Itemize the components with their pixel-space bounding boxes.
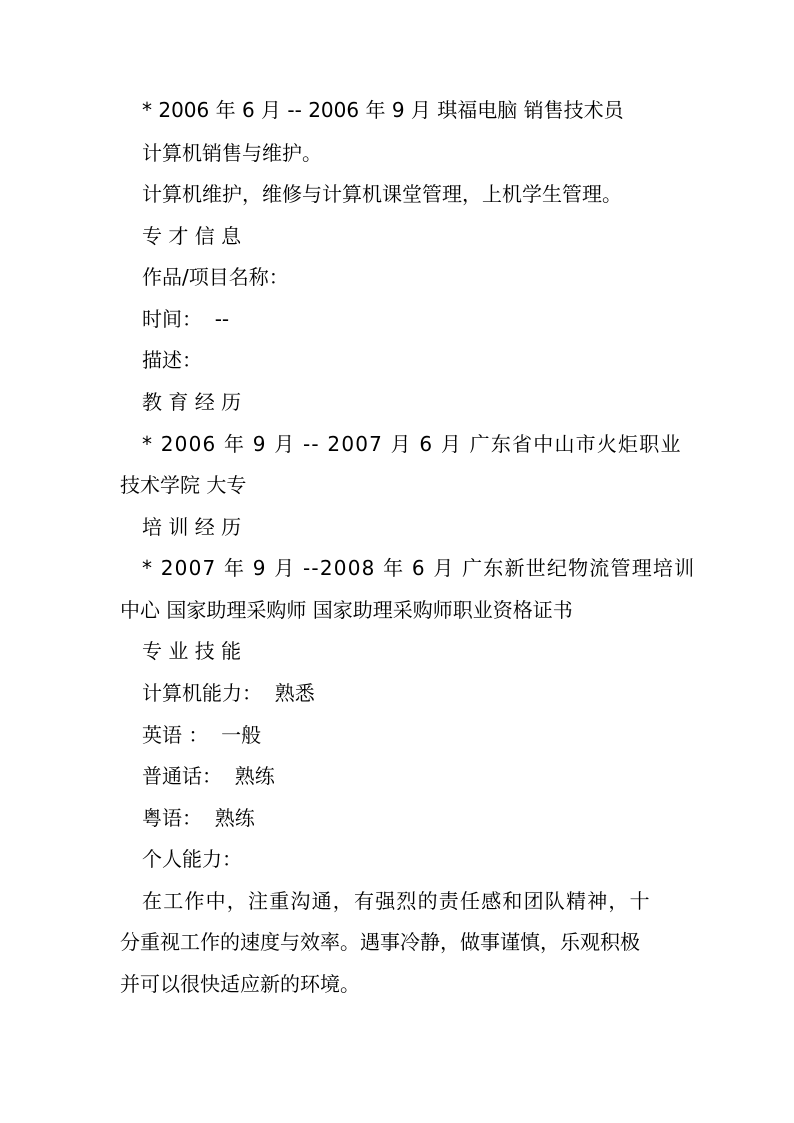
personal-ability-text: 在工作中，注重沟通，有强烈的责任感和团队精神，十	[142, 889, 651, 913]
job-duties: 计算机维护，维修与计算机课堂管理，上机学生管理。	[142, 182, 622, 206]
skill-cantonese: 粤语： 熟练	[142, 806, 255, 830]
section-heading-skills: 专 业 技 能	[142, 639, 242, 663]
skill-english: 英语 ： 一般	[142, 723, 262, 747]
skill-computer: 计算机能力： 熟悉	[142, 681, 315, 705]
section-heading-education: 教 育 经 历	[142, 390, 242, 414]
job-summary: 计算机销售与维护。	[142, 141, 322, 165]
section-heading-specialty: 专 才 信 息	[142, 224, 242, 248]
education-entry-continued: 技术学院 大专	[120, 473, 247, 497]
personal-ability-label: 个人能力：	[142, 847, 242, 871]
training-entry-continued: 中心 国家助理采购师 国家助理采购师职业资格证书	[120, 598, 573, 622]
education-entry: * 2006 年 9 月 -- 2007 月 6 月 广东省中山市火炬职业	[142, 432, 682, 456]
personal-ability-text-line-3: 并可以很快适应新的环境。	[120, 972, 360, 996]
project-time-label: 时间： --	[142, 307, 230, 331]
skill-mandarin: 普通话： 熟练	[142, 764, 275, 788]
training-entry: * 2007 年 9 月 --2008 年 6 月 广东新世纪物流管理培训	[142, 556, 696, 580]
project-description-label: 描述：	[142, 348, 202, 372]
personal-ability-text-line-2: 分重视工作的速度与效率。遇事冷静，做事谨慎，乐观积极	[120, 930, 640, 954]
project-name-label: 作品/项目名称：	[142, 265, 289, 289]
section-heading-training: 培 训 经 历	[142, 515, 242, 539]
work-experience-entry: * 2006 年 6 月 -- 2006 年 9 月 琪福电脑 销售技术员	[142, 98, 624, 122]
